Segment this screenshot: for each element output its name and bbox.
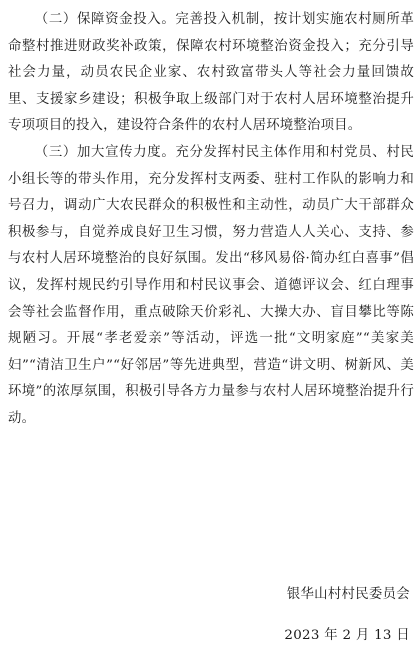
document-date: 2023 年 2 月 13 日 [284, 628, 410, 643]
document-body [8, 7, 414, 433]
signature-committee: 银华山村村民委员会 [286, 587, 410, 602]
paragraph-funding: （二）保障资金投入。完善投入机制，按计划实施农村厕所革命整村推进财政奖补政策，保障农村环境整治资金投入；充分引导社会力量，动员农民企业家、农村致富带头人等社会力量回馈故里、支援家乡建设；积极争取上级部门对于农村人居环境整治提升专项项目的投入，建设符合条件的农村人居环境整治项目。 [8, 12, 414, 134]
paragraph-publicity: （三）加大宣传力度。充分发挥村民主体作用和村党员、村民小组长等的带头作用，充分发挥村支两委、驻村工作队的影响力和号召力，调动广大农民群众的积极性和主动性，动员广大干部群众积极参与，自觉养成良好卫生习惯，努力营造人人关心、支持、参与农村人居环境整治的良好氛围。发出“移风易俗·简办红白喜事”倡议，发挥村规民约引导作用和村民议事会、道德评议会、红白理事会等社会监督作用，重点破除天价彩礼、大操大办、盲目攀比等陈规陋习。开展“孝老爱亲”等活动，评选一批“文明家庭”“美家美妇”“清洁卫生户”“好邻居”等先进典型，营造“讲文明、树新风、美环境”的浓厚氛围，积极引导各方力量参与农村人居环境整治提升行动。 [8, 144, 414, 426]
